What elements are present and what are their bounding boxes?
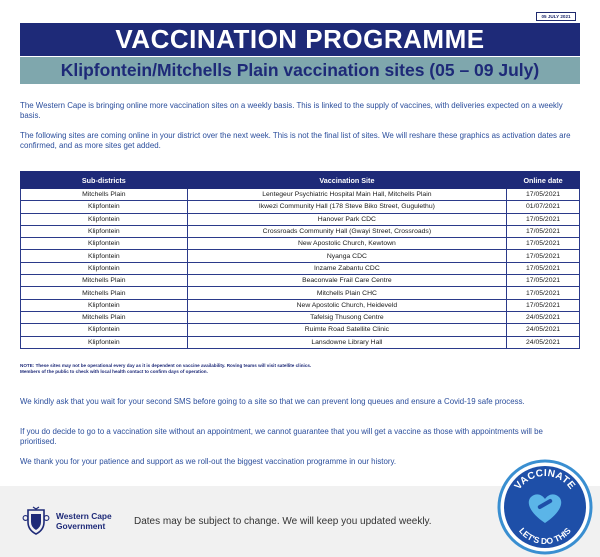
cell-sub-district: Klipfontein xyxy=(21,250,188,262)
logo-line: Western Cape xyxy=(56,511,112,521)
cell-vaccination-site: Lentegeur Psychiatric Hospital Main Hall, Mitchells Plain xyxy=(187,189,506,201)
cell-online-date: 17/05/2021 xyxy=(507,250,580,262)
cell-sub-district: Klipfontein xyxy=(21,201,188,213)
cell-online-date: 17/05/2021 xyxy=(507,189,580,201)
cell-vaccination-site: Ikwezi Community Hall (178 Steve Biko Street, Gugulethu) xyxy=(187,201,506,213)
cell-online-date: 17/05/2021 xyxy=(507,287,580,299)
intro-paragraph: The Western Cape is bringing online more vaccination sites on a weekly basis. This is linked to the supply of vaccines, with deliveries expected on a weekly basis. xyxy=(20,101,563,120)
cell-vaccination-site: Tafelsig Thusong Centre xyxy=(187,311,506,323)
cell-vaccination-site: Mitchells Plain CHC xyxy=(187,287,506,299)
cell-sub-district: Mitchells Plain xyxy=(21,189,188,201)
page-subtitle: Klipfontein/Mitchells Plain vaccination sites (05 – 09 July) xyxy=(20,57,580,84)
cell-sub-district: Klipfontein xyxy=(21,213,188,225)
table-row xyxy=(21,189,580,201)
intro-paragraph: The following sites are coming online in your district over the next week. This is not the final list of sites. We will reshare these graphics as activation dates are confirmed, and as more sites get added. xyxy=(20,131,571,150)
cell-sub-district: Klipfontein xyxy=(21,324,188,336)
badge-bottom-text: LET'S DO THIS xyxy=(517,525,573,547)
badge-top-text: VACCINATE xyxy=(512,467,578,492)
cell-online-date: 17/05/2021 xyxy=(507,225,580,237)
cell-online-date: 17/05/2021 xyxy=(507,275,580,287)
column-header-sub-district: Sub-districts xyxy=(21,172,188,189)
western-cape-government-logo xyxy=(22,506,112,536)
table-row xyxy=(21,201,580,213)
cell-sub-district: Klipfontein xyxy=(21,299,188,311)
column-header-vaccination-site: Vaccination Site xyxy=(187,172,506,189)
table-row xyxy=(21,275,580,287)
cell-vaccination-site: Hanover Park CDC xyxy=(187,213,506,225)
cell-vaccination-site: Crossroads Community Hall (Gwayi Street, Crossroads) xyxy=(187,225,506,237)
cell-online-date: 17/05/2021 xyxy=(507,299,580,311)
cell-online-date: 24/05/2021 xyxy=(507,311,580,323)
body-paragraph: We kindly ask that you wait for your second SMS before going to a site so that we can prevent long queues and ensure a Covid-19 safe process. xyxy=(20,397,525,406)
cell-vaccination-site: Ruimte Road Satellite Clinic xyxy=(187,324,506,336)
table-row xyxy=(21,213,580,225)
table-row xyxy=(21,262,580,274)
table-row xyxy=(21,311,580,323)
table-row xyxy=(21,336,580,348)
column-header-online-date: Online date xyxy=(507,172,580,189)
cell-online-date: 24/05/2021 xyxy=(507,324,580,336)
vaccination-sites-table xyxy=(20,171,580,349)
table-note-line: NOTE: These sites may not be operational every day as it is dependent on vaccine availability. Roving teams will visit satellite clinics. xyxy=(20,363,312,368)
cell-online-date: 24/05/2021 xyxy=(507,336,580,348)
cell-vaccination-site: Beaconvale Frail Care Centre xyxy=(187,275,506,287)
cell-vaccination-site: Inzame Zabantu CDC xyxy=(187,262,506,274)
table-note xyxy=(20,363,580,375)
body-paragraph: We thank you for your patience and support as we roll-out the biggest vaccination programme in our history. xyxy=(20,457,397,466)
cell-vaccination-site: New Apostolic Church, Kewtown xyxy=(187,238,506,250)
table-note-line: Members of the public to check with local health contact to confirm days of operation. xyxy=(20,369,208,374)
cell-online-date: 01/07/2021 xyxy=(507,201,580,213)
cell-online-date: 17/05/2021 xyxy=(507,213,580,225)
cell-sub-district: Mitchells Plain xyxy=(21,275,188,287)
page-title: VACCINATION PROGRAMME xyxy=(20,23,580,56)
footer-message: Dates may be subject to change. We will keep you updated weekly. xyxy=(134,516,432,527)
cell-online-date: 17/05/2021 xyxy=(507,238,580,250)
cell-sub-district: Klipfontein xyxy=(21,238,188,250)
cell-vaccination-site: Nyanga CDC xyxy=(187,250,506,262)
table-header-row xyxy=(21,172,580,189)
body-paragraph: If you do decide to go to a vaccination site without an appointment, we cannot guarantee that you will get a vaccine as those with appointments will be prioritised. xyxy=(20,427,543,446)
coat-of-arms-icon xyxy=(22,506,50,536)
logo-line: Government xyxy=(56,521,106,531)
date-badge: 05 JULY 2021 xyxy=(536,12,576,21)
cell-sub-district: Klipfontein xyxy=(21,225,188,237)
cell-sub-district: Klipfontein xyxy=(21,336,188,348)
table-row xyxy=(21,238,580,250)
cell-vaccination-site: New Apostolic Church, Heideveld xyxy=(187,299,506,311)
table-row xyxy=(21,287,580,299)
cell-vaccination-site: Lansdowne Library Hall xyxy=(187,336,506,348)
cell-sub-district: Mitchells Plain xyxy=(21,311,188,323)
table-row xyxy=(21,299,580,311)
cell-sub-district: Klipfontein xyxy=(21,262,188,274)
table-row xyxy=(21,225,580,237)
cell-online-date: 17/05/2021 xyxy=(507,262,580,274)
cell-sub-district: Mitchells Plain xyxy=(21,287,188,299)
vaccinate-badge xyxy=(497,459,593,555)
table-row xyxy=(21,324,580,336)
table-row xyxy=(21,250,580,262)
